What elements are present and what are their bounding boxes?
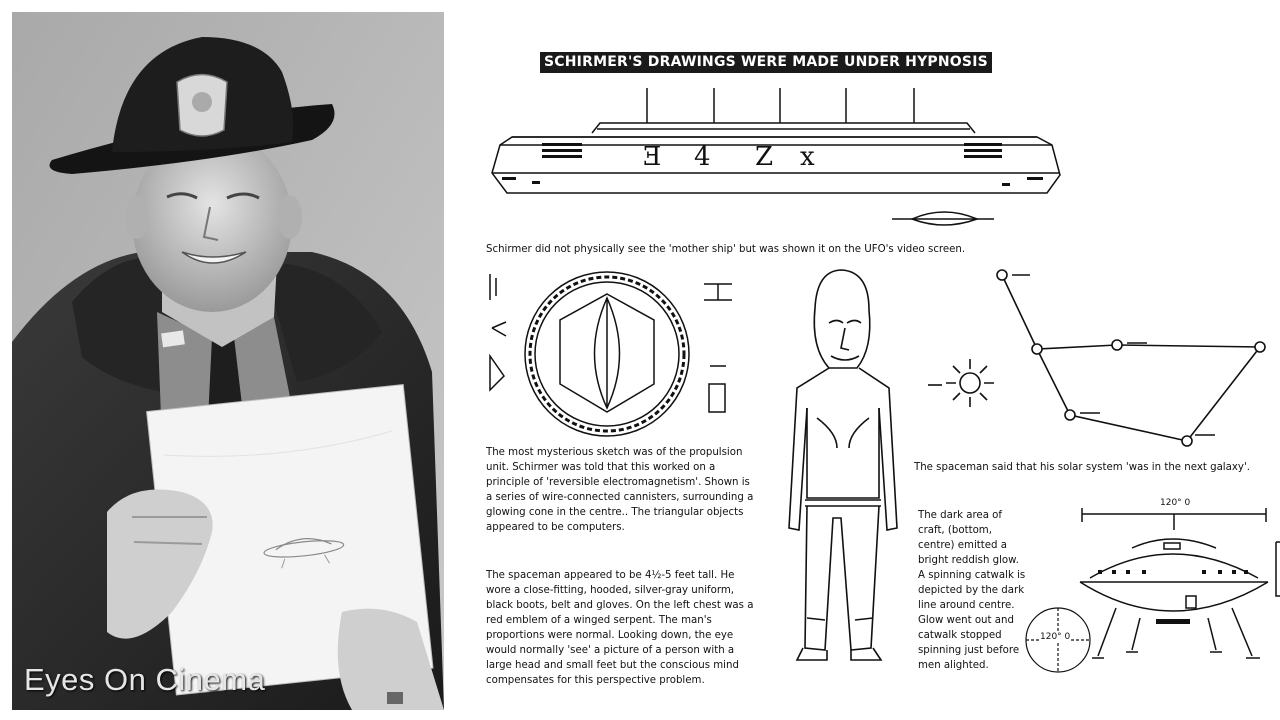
star-system-drawing xyxy=(922,265,1280,455)
propulsion-unit-drawing xyxy=(482,266,752,446)
hull-symbol: x xyxy=(800,142,815,172)
craft-angle-label: 120° 0 xyxy=(1160,498,1191,508)
spaceman-description: The spaceman appeared to be 4½-5 feet tall. He wore a close-fitting, hooded, silver-gray uniform, black boots, belt and gloves. On the left chest was a red emblem of a winged serpent. The man's proportions were normal. Looking down, the eye would normally 'see' a picture of a person with a large head and small feet but the conscious mind compensates for this perspective problem. xyxy=(486,570,754,686)
sheet-heading: SCHIRMER'S DRAWINGS WERE MADE UNDER HYPNOSIS xyxy=(540,52,992,73)
mothership-drawing xyxy=(482,85,1072,235)
hull-symbol: 4 xyxy=(694,142,711,172)
circle-angle-label: 120° 0 xyxy=(1040,632,1071,642)
mothership-caption: Schirmer did not physically see the 'mother ship' but was shown it on the UFO's video screen. xyxy=(486,244,966,255)
craft-description: The dark area of craft, (bottom, centre) emitted a bright reddish glow. A spinning catwalk is depicted by the dark line around centre. Glow went out and catwalk stopped spinning just before men alighted. xyxy=(918,510,1026,671)
channel-watermark: Eyes On Cinema xyxy=(24,662,266,697)
hull-symbol: Z xyxy=(755,142,774,172)
hull-symbol: Ǝ xyxy=(643,142,662,172)
officer-photo-drawing xyxy=(12,12,444,710)
officer-photograph xyxy=(12,12,444,710)
saucer-craft-drawing xyxy=(1072,500,1280,670)
propulsion-description: The most mysterious sketch was of the propulsion unit. Schirmer was told that this worked on a principle of 'reversible electromagnetism'. Shown is a series of wire-connected cannisters, surrounding a glowing cone in the centre.. The triangular objects appeared to be computers. xyxy=(486,447,754,533)
spaceman-drawing xyxy=(777,268,907,668)
newspaper-sheet xyxy=(452,0,1280,720)
solar-system-caption: The spaceman said that his solar system 'was in the next galaxy'. xyxy=(914,462,1250,473)
